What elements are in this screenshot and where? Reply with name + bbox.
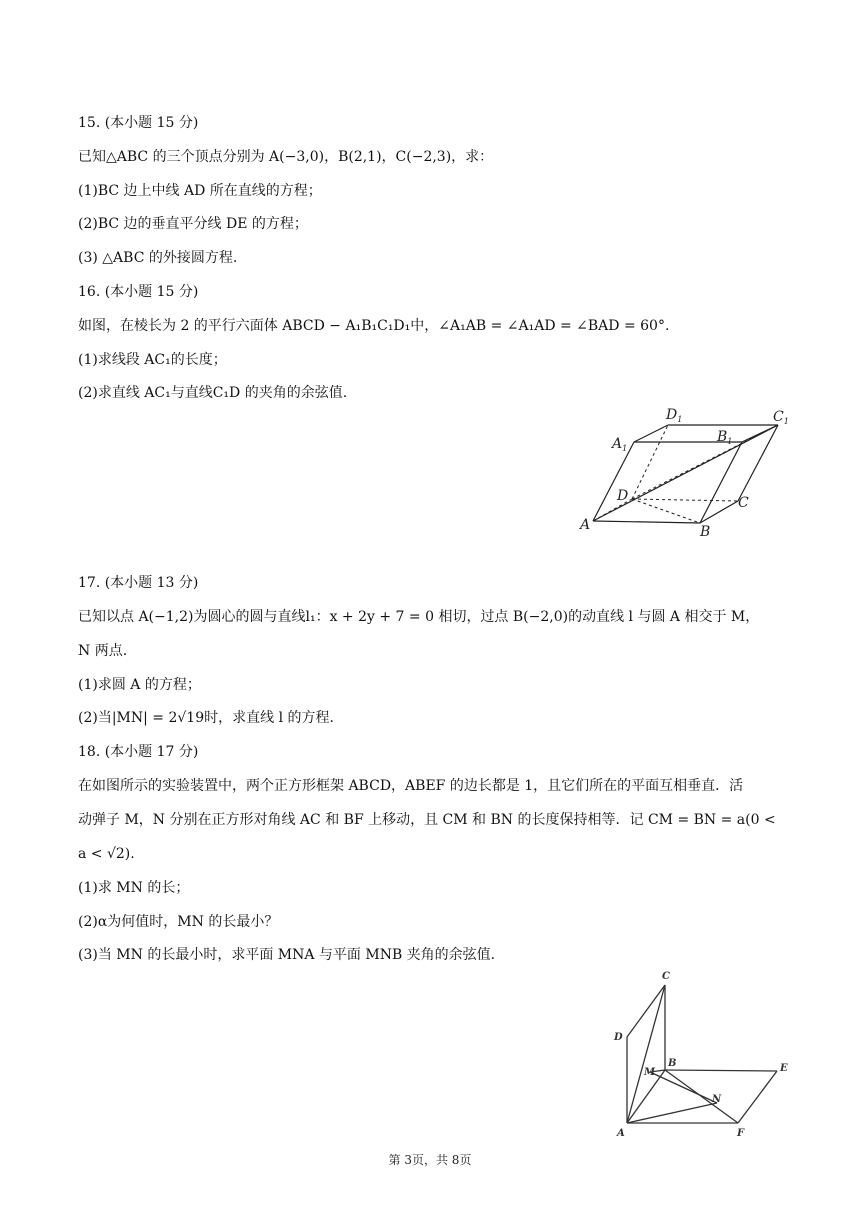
problem-18-statement-cont: 动弹子 M，N 分别在正方形对角线 AC 和 BF 上移动，且 CM 和 BN 的长度保持相等．记 CM = BN = a(0 < xyxy=(78,812,776,828)
label-D: D xyxy=(617,488,629,504)
problem-16-statement: 如图，在棱长为 2 的平行六面体 ABCD − A₁B₁C₁D₁中，∠A₁AB = ∠A₁AD = ∠BAD = 60°. xyxy=(78,318,670,334)
label-N: N xyxy=(712,1094,722,1105)
problem-18-statement: 在如图所示的实验装置中，两个正方形框架 ABCD，ABEF 的边长都是 1，且它们所在的平面互相垂直．活 xyxy=(78,778,744,794)
problem-18-part-1: (1)求 MN 的长； xyxy=(78,880,190,896)
label-C: C xyxy=(738,495,749,511)
problem-17-header: 17. (本小题 13 分) xyxy=(78,575,199,591)
problem-16-part-2: (2)求直线 AC₁与直线C₁D 的夹角的余弦值. xyxy=(78,385,348,401)
label-M: M xyxy=(644,1067,656,1078)
problem-17-part-2: (2)当|MN| = 2√19时，求直线 l 的方程. xyxy=(78,710,334,726)
label-B: B xyxy=(668,1058,677,1069)
problem-18-statement-cont-2: a < √2). xyxy=(78,846,135,862)
problem-15-part-3: (3) △ABC 的外接圆方程. xyxy=(78,250,238,266)
label-C1: $C_1$ xyxy=(773,409,789,426)
label-E: E xyxy=(780,1063,788,1074)
problem-15-part-2: (2)BC 边的垂直平分线 DE 的方程； xyxy=(78,216,308,232)
label-F: F xyxy=(737,1128,745,1139)
problem-15-part-1: (1)BC 边上中线 AD 所在直线的方程； xyxy=(78,183,322,199)
problem-17-part-1: (1)求圆 A 的方程； xyxy=(78,677,201,693)
label-A1: $A_1$ xyxy=(612,436,628,453)
label-B1: $B_1$ xyxy=(717,429,733,446)
label-B: B xyxy=(700,524,711,540)
label-A: A xyxy=(580,517,591,533)
page-footer: 第 3页，共 8页 xyxy=(388,1153,472,1167)
problem-18-part-2: (2)α为何值时，MN 的长最小？ xyxy=(78,914,279,930)
problem-15-header: 15. (本小题 15 分) xyxy=(78,115,199,131)
parallelepiped-figure xyxy=(570,400,800,545)
problem-17-statement-cont: N 两点. xyxy=(78,643,128,659)
square-frames-figure xyxy=(600,965,800,1145)
problem-18-header: 18. (本小题 17 分) xyxy=(78,744,199,760)
problem-16-header: 16. (本小题 15 分) xyxy=(78,284,199,300)
problem-17-statement: 已知以点 A(−1,2)为圆心的圆与直线l₁：x + 2y + 7 = 0 相切，过点 B(−2,0)的动直线 l 与圆 A 相交于 M， xyxy=(78,609,760,625)
label-C: C xyxy=(662,971,670,982)
label-D: D xyxy=(614,1032,623,1043)
problem-16-part-1: (1)求线段 AC₁的长度； xyxy=(78,352,227,368)
label-D1: $D_1$ xyxy=(666,407,683,424)
label-A: A xyxy=(617,1128,625,1139)
problem-15-statement: 已知△ABC 的三个顶点分别为 A(−3,0)，B(2,1)，C(−2,3)，求： xyxy=(78,149,494,165)
problem-18-part-3: (3)当 MN 的长最小时，求平面 MNA 与平面 MNB 夹角的余弦值. xyxy=(78,947,496,963)
